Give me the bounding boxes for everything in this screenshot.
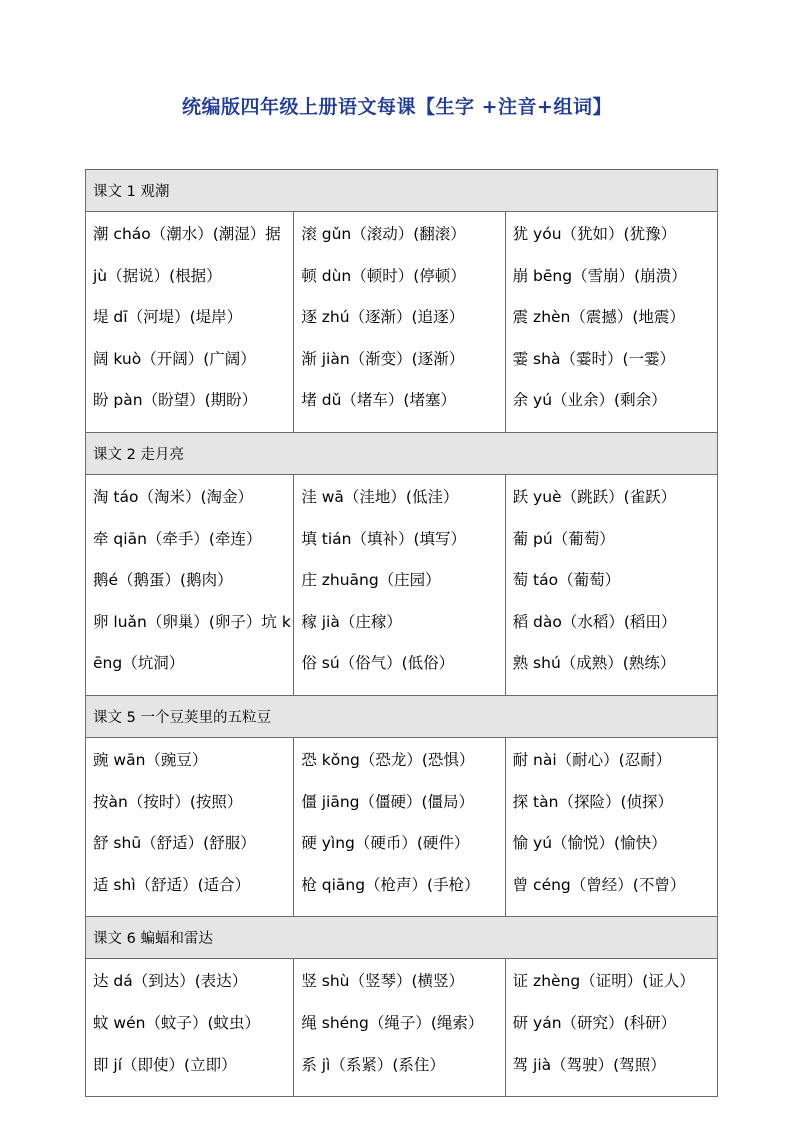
word-entry: 硬 yìng（硬币）(硬件） — [301, 834, 470, 853]
lesson-title: 课文 1 观潮 — [86, 170, 718, 212]
lesson-header-row — [86, 917, 718, 959]
word-entry: 探 tàn（探险）(侦探） — [512, 792, 673, 811]
word-entry: 愉 yú（愉悦）(愉快） — [512, 834, 667, 853]
vocab-table — [85, 169, 718, 1097]
word-entry: 蚊 wén（蚊子）(蚊虫） — [93, 1013, 261, 1032]
lesson-header-row — [86, 432, 718, 474]
word-entry: 按àn（按时）(按照） — [93, 792, 243, 811]
word-entry: 堵 dǔ（堵车）(堵塞） — [301, 391, 456, 410]
word-entry: 犹 yóu（犹如）(犹豫） — [512, 225, 677, 243]
word-entry: 枪 qiāng（枪声）(手枪） — [301, 875, 480, 894]
word-entry: 霎 shà（霎时）(一霎） — [512, 349, 675, 368]
lesson-words-row — [86, 737, 718, 916]
lesson-title: 课文 5 一个豆荚里的五粒豆 — [86, 695, 718, 737]
word-entry: 跃 yuè（跳跃）(雀跃） — [512, 487, 677, 506]
word-entry: 盼 pàn（盼望）(期盼） — [93, 391, 258, 410]
lesson-header-row — [86, 170, 718, 212]
word-column — [294, 737, 505, 916]
word-column — [294, 959, 505, 1097]
word-entry: 证 zhèng（证明）(证人） — [512, 972, 695, 991]
word-entry: 淘 táo（淘米）(淘金） — [93, 487, 254, 506]
word-column — [505, 959, 717, 1097]
word-entry: 堤 dī（河堤）(堤岸） — [93, 308, 243, 327]
word-entry: 牵 qiān（牵手）(牵连） — [93, 529, 262, 548]
word-column — [505, 737, 717, 916]
word-column — [505, 474, 717, 695]
word-entry: 洼 wā（洼地）(低洼） — [301, 487, 459, 506]
word-entry: 崩 bēng（雪崩）(崩溃） — [512, 266, 687, 285]
word-column — [505, 212, 717, 433]
word-column — [86, 474, 294, 695]
word-entry: 恐 kǒng（恐龙）(恐惧） — [301, 750, 475, 769]
word-entry: 曾 céng（曾经）(不曾） — [512, 875, 686, 894]
word-entry: 鹅é（鹅蛋）(鹅肉） — [93, 571, 233, 590]
word-entry: 庄 zhuāng（庄园） — [301, 571, 441, 590]
word-entry: 即 jí（即使）(立即） — [93, 1055, 237, 1074]
word-column — [294, 474, 505, 695]
word-entry: 系 jì（系紧）(系住） — [301, 1055, 445, 1074]
lesson-words-row — [86, 474, 718, 695]
word-entry: 顿 dùn（顿时）(停顿） — [301, 266, 466, 285]
word-entry: 研 yán（研究）(科研） — [512, 1013, 677, 1032]
word-entry: 稼 jià（庄稼） — [301, 612, 402, 631]
word-column — [294, 212, 505, 433]
word-column — [86, 212, 294, 433]
word-entry: 豌 wān（豌豆） — [93, 750, 208, 769]
word-column — [86, 737, 294, 916]
word-entry: 耐 nài（耐心）(忍耐） — [512, 750, 672, 769]
lesson-words-row — [86, 212, 718, 433]
word-entry: 阔 kuò（开阔）(广阔） — [93, 349, 256, 368]
word-entry: 渐 jiàn（渐变）(逐渐） — [301, 349, 465, 368]
word-entry: 驾 jià（驾驶）(驾照） — [512, 1055, 666, 1074]
lesson-title: 课文 2 走月亮 — [86, 432, 718, 474]
word-entry: 填 tián（填补）(填写） — [301, 529, 466, 548]
word-entry: 僵 jiāng（僵硬）(僵局） — [301, 792, 475, 811]
word-entry: ēng（坑洞） — [93, 654, 185, 673]
word-entry: 俗 sú（俗气）(低俗） — [301, 654, 455, 673]
word-entry: 逐 zhú（逐渐）(追逐） — [301, 308, 465, 327]
word-entry: jù（据说）(根据） — [93, 266, 222, 285]
word-entry: 潮 cháo（潮水）(潮湿）据 — [93, 225, 281, 243]
word-entry: 竖 shù（竖琴）(横竖） — [301, 972, 465, 991]
word-entry: 绳 shéng（绳子）(绳索） — [301, 1013, 484, 1032]
word-entry: 舒 shū（舒适）(舒服） — [93, 834, 256, 853]
word-entry: 达 dá（到达）(表达） — [93, 972, 248, 991]
lesson-words-row — [86, 959, 718, 1097]
word-entry: 葡 pú（葡萄） — [512, 529, 615, 548]
lesson-title: 课文 6 蝙蝠和雷达 — [86, 917, 718, 959]
word-entry: 熟 shú（成熟）(熟练） — [512, 654, 676, 673]
word-entry: 滚 gǔn（滚动）(翻滚） — [301, 225, 466, 243]
word-entry: 震 zhèn（震撼）(地震） — [512, 308, 685, 327]
word-entry: 卵 luǎn（卵巢）(卵子）坑 k — [93, 612, 291, 631]
word-entry: 适 shì（舒适）(适合） — [93, 875, 251, 894]
lesson-header-row — [86, 695, 718, 737]
page-title: 统编版四年级上册语文每课【生字 +注音+组词】 — [182, 96, 612, 118]
word-column — [86, 959, 294, 1097]
word-entry: 余 yú（业余）(剩余） — [512, 391, 667, 410]
word-entry: 萄 táo（葡萄） — [512, 571, 621, 590]
word-entry: 稻 dào（水稻）(稻田） — [512, 612, 677, 631]
